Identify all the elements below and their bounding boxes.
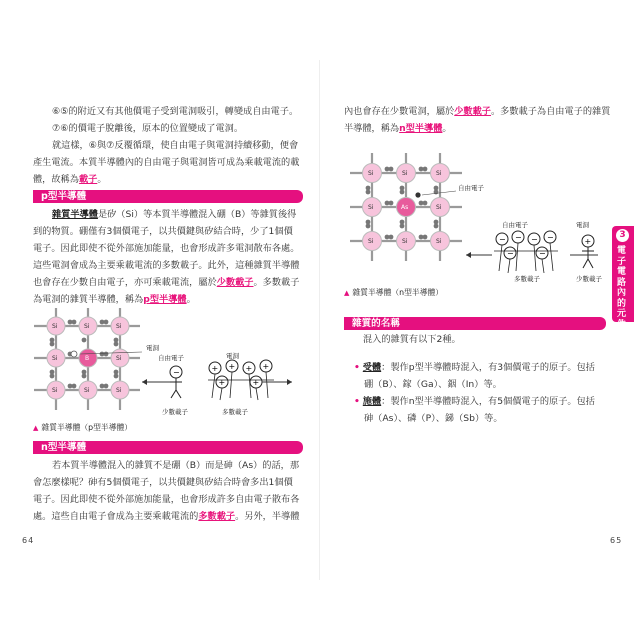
text: 就這樣，⑥與⑦反覆循環，使自由電子與電洞持續移動，便會	[52, 140, 299, 151]
text: 。	[97, 174, 107, 185]
text: 。另外，半導體	[235, 511, 300, 522]
text: 硼（B）、鎵（Ga）、銦（In）等。	[364, 379, 502, 390]
n-diagram-caption	[344, 287, 443, 298]
text: 混入的雜質有以下2種。	[363, 334, 461, 345]
text: ：製作n型半導體時混入，有5個價電子的原子。包括	[381, 396, 595, 407]
text: 若本質半導體混入的雜質不是硼（B）而是砷（As）的話，那	[52, 460, 300, 471]
section-title: p型半導體	[41, 191, 87, 202]
highlight-term: 載子	[78, 174, 98, 185]
free-electron-label: 自由電子	[458, 184, 484, 192]
arrowhead-icon	[142, 379, 147, 385]
text: 產生電流。本質半導體內的自由電子與電洞皆可成為乘載電流的載	[33, 157, 300, 168]
atom-label: Si	[402, 238, 408, 245]
chapter-tab	[612, 226, 634, 330]
atom-label: As	[401, 204, 409, 211]
right-page	[320, 0, 640, 640]
highlight-term: 少數載子	[216, 277, 254, 288]
text: 到的物質。硼僅有3個價電子，以共價鍵與矽結合時，少了1個價	[33, 226, 293, 237]
n-para-line-2	[33, 474, 293, 491]
text: 為電洞的雜質半導體，稱為	[33, 294, 144, 305]
highlight-term: n型半導體	[399, 123, 443, 134]
caption-text: 雜質半導體（n型半導體）	[352, 288, 444, 297]
intro-line-3	[52, 137, 298, 154]
hole-label: 電洞	[576, 221, 589, 229]
atom-label: Si	[52, 323, 58, 330]
atom-label: Si	[402, 170, 408, 177]
svg-text:−: −	[515, 233, 522, 242]
text: 這些電洞會成為主要乘載電流的多數載子。此外，這種雜質半導體	[33, 260, 300, 271]
p-para-line-3	[33, 240, 299, 257]
atom-label: Si	[52, 387, 58, 394]
atom-label: Si	[368, 204, 374, 211]
p-diagram-caption	[33, 422, 132, 433]
text: ⑥⑤的附近又有其他價電子受到電洞吸引，轉變成自由電子。	[52, 106, 299, 117]
svg-text:−: −	[539, 249, 546, 258]
highlight-term: 雜質半導體	[52, 209, 98, 220]
donor-line-1	[354, 393, 595, 410]
chapter-title: 電子電路內的元件	[617, 246, 627, 330]
text: 體，故稱為	[33, 174, 79, 185]
text: 。多數載子為自由電子的雜質	[491, 106, 611, 117]
text: 也會存在少數自由電子，亦可乘載電流，屬於	[33, 277, 217, 288]
n-para-line-3	[33, 491, 299, 508]
atom-label: Si	[436, 170, 442, 177]
text: 。多數載子	[253, 277, 300, 288]
svg-text:−: −	[531, 235, 538, 244]
triangle-icon: ▲	[344, 289, 350, 297]
donor-line-2	[364, 410, 503, 427]
p-para-line-1	[52, 206, 296, 223]
page-number-right: 65	[610, 536, 623, 545]
majority-electrons-figures	[494, 231, 558, 273]
text: 電子。因此即使不從外部施加能量，也會形成許多自由電子散布各	[33, 494, 300, 505]
atom-label: Si	[116, 323, 122, 330]
section-header-n-type	[33, 441, 303, 454]
text: 砷（As）、磷（P）、銻（Sb）等。	[364, 413, 503, 424]
minority-carrier-label: 少數載子	[576, 275, 602, 283]
section-title: 雜質的名稱	[352, 318, 400, 329]
n-type-diagram	[344, 143, 614, 283]
text: 。	[442, 123, 452, 134]
hole-label: 電洞	[146, 344, 159, 352]
page-number-left: 64	[22, 536, 35, 545]
intro-line-2	[52, 120, 243, 137]
hole-marker	[71, 351, 77, 357]
free-electron-label-2: 自由電子	[502, 221, 528, 229]
acceptor-line-2	[364, 376, 502, 393]
arrowhead-icon	[466, 252, 471, 258]
svg-text:+: +	[211, 364, 219, 373]
svg-text:−: −	[507, 249, 514, 258]
atom-label: B	[85, 355, 90, 362]
majority-holes-figures	[208, 360, 274, 400]
text: 處。這些自由電子會成為主要乘載電流的	[33, 511, 199, 522]
svg-text:+: +	[252, 378, 260, 387]
text: ⑦⑥的價電子脫離後，原本的位置變成了電洞。	[52, 123, 244, 134]
svg-text:+: +	[218, 378, 226, 387]
text: 內也會存在少數電洞，屬於	[344, 106, 455, 117]
majority-carrier-label: 多數載子	[514, 275, 540, 283]
majority-carrier-label: 多數載子	[222, 408, 248, 416]
extra-electron	[415, 192, 420, 197]
section-header-p-type	[33, 190, 303, 203]
p-para-line-4	[33, 257, 299, 274]
n-para-line-4	[33, 508, 299, 525]
chapter-number: 3	[616, 229, 629, 242]
intro-line-5	[33, 171, 107, 188]
intro-line-4	[33, 154, 299, 171]
highlight-term: 多數載子	[198, 511, 236, 522]
atom-grid	[47, 317, 129, 399]
text: 是矽（Si）等本質半導體混入硼（B）等雜質後得	[97, 209, 297, 220]
text: 會怎麼樣呢？砷有5個價電子，以共價鍵與矽結合時會多出1個價	[33, 477, 293, 488]
svg-text:+: +	[245, 364, 253, 373]
text: ：製作p型半導體時混入，有3個價電子的原子。包括	[381, 362, 595, 373]
section-header-impurity-names	[344, 317, 606, 330]
highlight-term: 少數載子	[454, 106, 491, 117]
svg-text:−: −	[173, 368, 180, 377]
bullet-icon: •	[354, 362, 360, 373]
bullet-icon: •	[354, 396, 360, 407]
minority-electron-figure	[170, 366, 182, 398]
triangle-icon: ▲	[33, 424, 39, 432]
atom-label: Si	[116, 387, 122, 394]
atom-label: Si	[436, 238, 442, 245]
svg-text:−: −	[499, 235, 506, 244]
atom-label: Si	[84, 387, 90, 394]
free-electron-label: 自由電子	[158, 354, 184, 362]
highlight-term: 受體	[362, 362, 382, 373]
text: 半導體，稱為	[344, 123, 400, 134]
svg-text:−: −	[547, 233, 554, 242]
svg-text:+: +	[228, 362, 236, 371]
arrowhead-icon	[287, 379, 292, 385]
atom-label: Si	[84, 323, 90, 330]
atom-label: Si	[436, 204, 442, 211]
cont-line-2	[344, 120, 452, 137]
caption-text: 雜質半導體（p型半導體）	[41, 423, 133, 432]
svg-text:+: +	[584, 237, 592, 246]
impurity-intro	[363, 331, 461, 348]
p-para-line-2	[33, 223, 293, 240]
p-para-line-5	[33, 274, 299, 291]
svg-text:+: +	[262, 362, 270, 371]
acceptor-line-1	[354, 359, 595, 376]
n-para-line-1	[52, 457, 299, 474]
p-type-diagram	[30, 306, 310, 418]
atom-label: Si	[116, 355, 122, 362]
atom-label: Si	[52, 355, 58, 362]
text: 。	[186, 294, 196, 305]
section-title: n型半導體	[41, 442, 87, 453]
highlight-term: p型半導體	[143, 294, 187, 305]
atom-label: Si	[368, 170, 374, 177]
text: 電子。因此即使不從外部施加能量，也會形成許多電洞散布各處。	[33, 243, 300, 254]
atom-label: Si	[368, 238, 374, 245]
atom-grid	[363, 164, 450, 251]
cont-line-1	[344, 103, 610, 120]
hole-label-2: 電洞	[226, 352, 239, 360]
minority-hole-figure	[582, 235, 594, 268]
intro-line-1	[52, 103, 298, 120]
highlight-term: 施體	[362, 396, 382, 407]
minority-carrier-label: 少數載子	[162, 408, 188, 416]
